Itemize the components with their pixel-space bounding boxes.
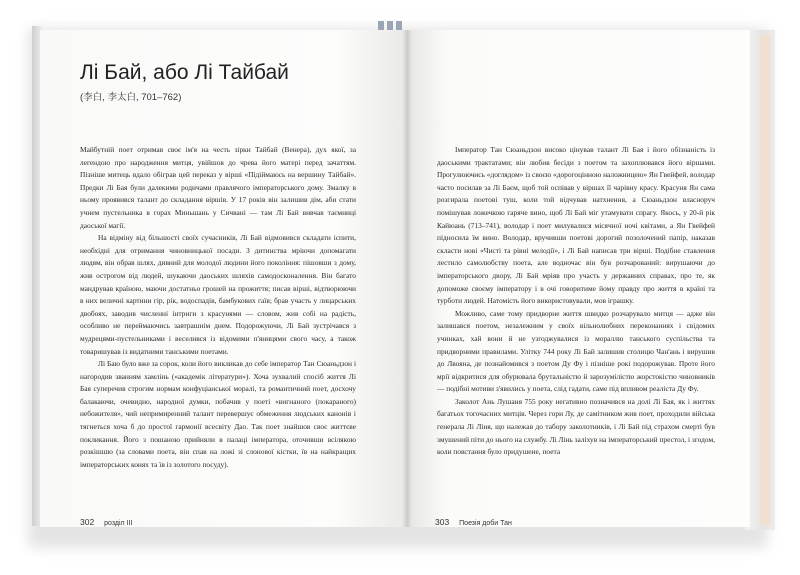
- right-footer: [435, 517, 512, 527]
- left-page: [40, 30, 407, 527]
- paragraph: Можливо, саме тому придворне життя швидко розчарувало митця — адже він залишався поетом, незалежним у своїх вільнолюбних переконаннях і свідомих учинках, хай вони й не узгоджувалися із мораллю танського суспільства та придворними правилами. Улітку 744 року Лі Бай залишив столицю Чан'ань і вирушив до Лвояна, де познайомився з поетом Ду Фу і пізніше рокі подорожував. Проте його мрії відкритися для обурювала брутальністю й зарозумілістю жорстокістю чиновників — подібні мотиви з'явились у поета, слід гадати, саме під впливом реаліста Ду Фу.: [437, 308, 715, 394]
- left-body-text: [80, 144, 356, 471]
- running-footer: розділ III: [104, 520, 133, 527]
- paragraph: На відміну від більшості своїх сучасників, Лі Бай відмовився складати іспити, необхідні для отримання чиновницької посади. З дитинства мріючи допомагати людям, він обрав шлях, дивний для молодої людини його покоління: пішовши з дому, жив острогом від людей, шукаючи даоських шляхів самодосконалення. Він багато мандрував країною, маючи достатньо грошей на прожиття; писав вірші, відтворюючи в них величні картини гір, рік, водоспадів, бамбукових гаїв; брав участь у лицарських двобоях, заводив численні інтриги з красунями — словом, жив собі на радість, особливо не переймаючись завтрашнім днем. Подорожуючи, Лі Бай зустрічався з мудрецями-пустельниками і веселився із відомими п'яницями свого часу, а також товаришував із видатними танськими поетами.: [80, 233, 356, 356]
- book-gutter: [402, 30, 412, 527]
- left-footer: [80, 517, 132, 527]
- chapter-title: Лі Бай, або Лі Тайбай: [80, 61, 289, 84]
- page-number: 303: [435, 517, 450, 527]
- paragraph: Імператор Тан Сюаньдзон високо цінував талант Лі Бая і його обізнаність із даоськими трактатами; він любив бесіди з поетом та захоплювався його віршами. Прогулюючись «доглядом» із своєю «дорогоцінною наложницею» Ян Гвейфей, володар часто посилав за Лі Баєм, щоб той оспівав у віршах її чарівну красу. Красуня Ян сама розгирала поетові туш, коли той відчував натхнення, а Сюаньдзон власноруч помішував ложечкою гаряче вино, щоб Лі Бай міг утамувати спрагу. Якось, у 20-й рік Кайюань (713–741), володар і поет милувалися місячної ночі квітами, а Ян Гвейфей підносила їм вино. Володар, вручивши поетові дорогий позолочений папір, наказав скласти нові «Чисті та рівні мелодії», і Лі Бай написав три вірші. Подібне ставлення лестило самолюбству поета, але водночас він був розчарований: вирушаючи до імператорського двору, Лі Бай мріяв про участь у державних справах, про те, як допоможе своєму імператору і в очі говоритиме йому правду про життя в країні та турботи людей. Натомість його використовували, мов іграшку.: [437, 145, 715, 306]
- paragraph: Лі Баю було вже за сорок, коли його викликав до себе імператор Тан Сюаньдзон і нагородив званням хамлінь («академік літератури»). Хоча зухвалий спосіб життя Лі Бая суперечив строгим нормам конфуціанської моралі, та романтичний поет, досхочу балакаючи, очевидно, народної думки, побачив у поеті «вигнаного (покараного) небожителя», чий непримиренний талант перевершує обмеження людських канонів і тягнеться хоча б до простої гармонії всесвіту Дао. Так поет знайшов своє життєве покликання. Його з пошаною прийняли в палаці імператора, оточивши всілякою розкішшю (за словами поета, він спав на ложі зі слонової кістки, їв на найкращих імператорських конях та їв із золотого посуду).: [80, 359, 356, 469]
- cover-edge-accent: [760, 35, 770, 525]
- page-number: 302: [80, 517, 95, 527]
- right-page: [407, 30, 750, 527]
- paragraph: Майбутній поет отримав своє ім'я на честь зірки Тайбай (Венера), дух якої, за легендою про народження митця, увійшов до чрева його матері перед зачаттям. Пізніше митець вдало обіграв цей переказ у вірші «Підіймаюсь на вершину Тайбай». Предки Лі Бая були далекими родичами правлячого імператорського дому. Змалку в ньому проявився талант до складання віршів. У 17 років він залишив дім, аби стати учнем пустельника в горах Миньшань у Сичвані — там Лі Бай вивчав таємниці даоської магії.: [80, 145, 356, 230]
- right-body-text: [437, 144, 715, 459]
- running-footer: Поезія доби Тан: [459, 520, 512, 527]
- paragraph: Заколот Ань Лушаня 755 року негативно позначився на долі Лі Бая, як і життях багатьох тогочасних митців. Через гори Лу, де самітником жив поет, проходили війська генерала Лі Ліня, що належав до табору заколотників, і Лі Бай під страхом смерті був змушений піти до нього на службу. Лі Лінь заліхув на імператорський престол, і згодом, коли повстання було придушене, поета: [437, 396, 715, 457]
- chapter-subtitle: (李白, 李太白, 701–762): [80, 92, 182, 103]
